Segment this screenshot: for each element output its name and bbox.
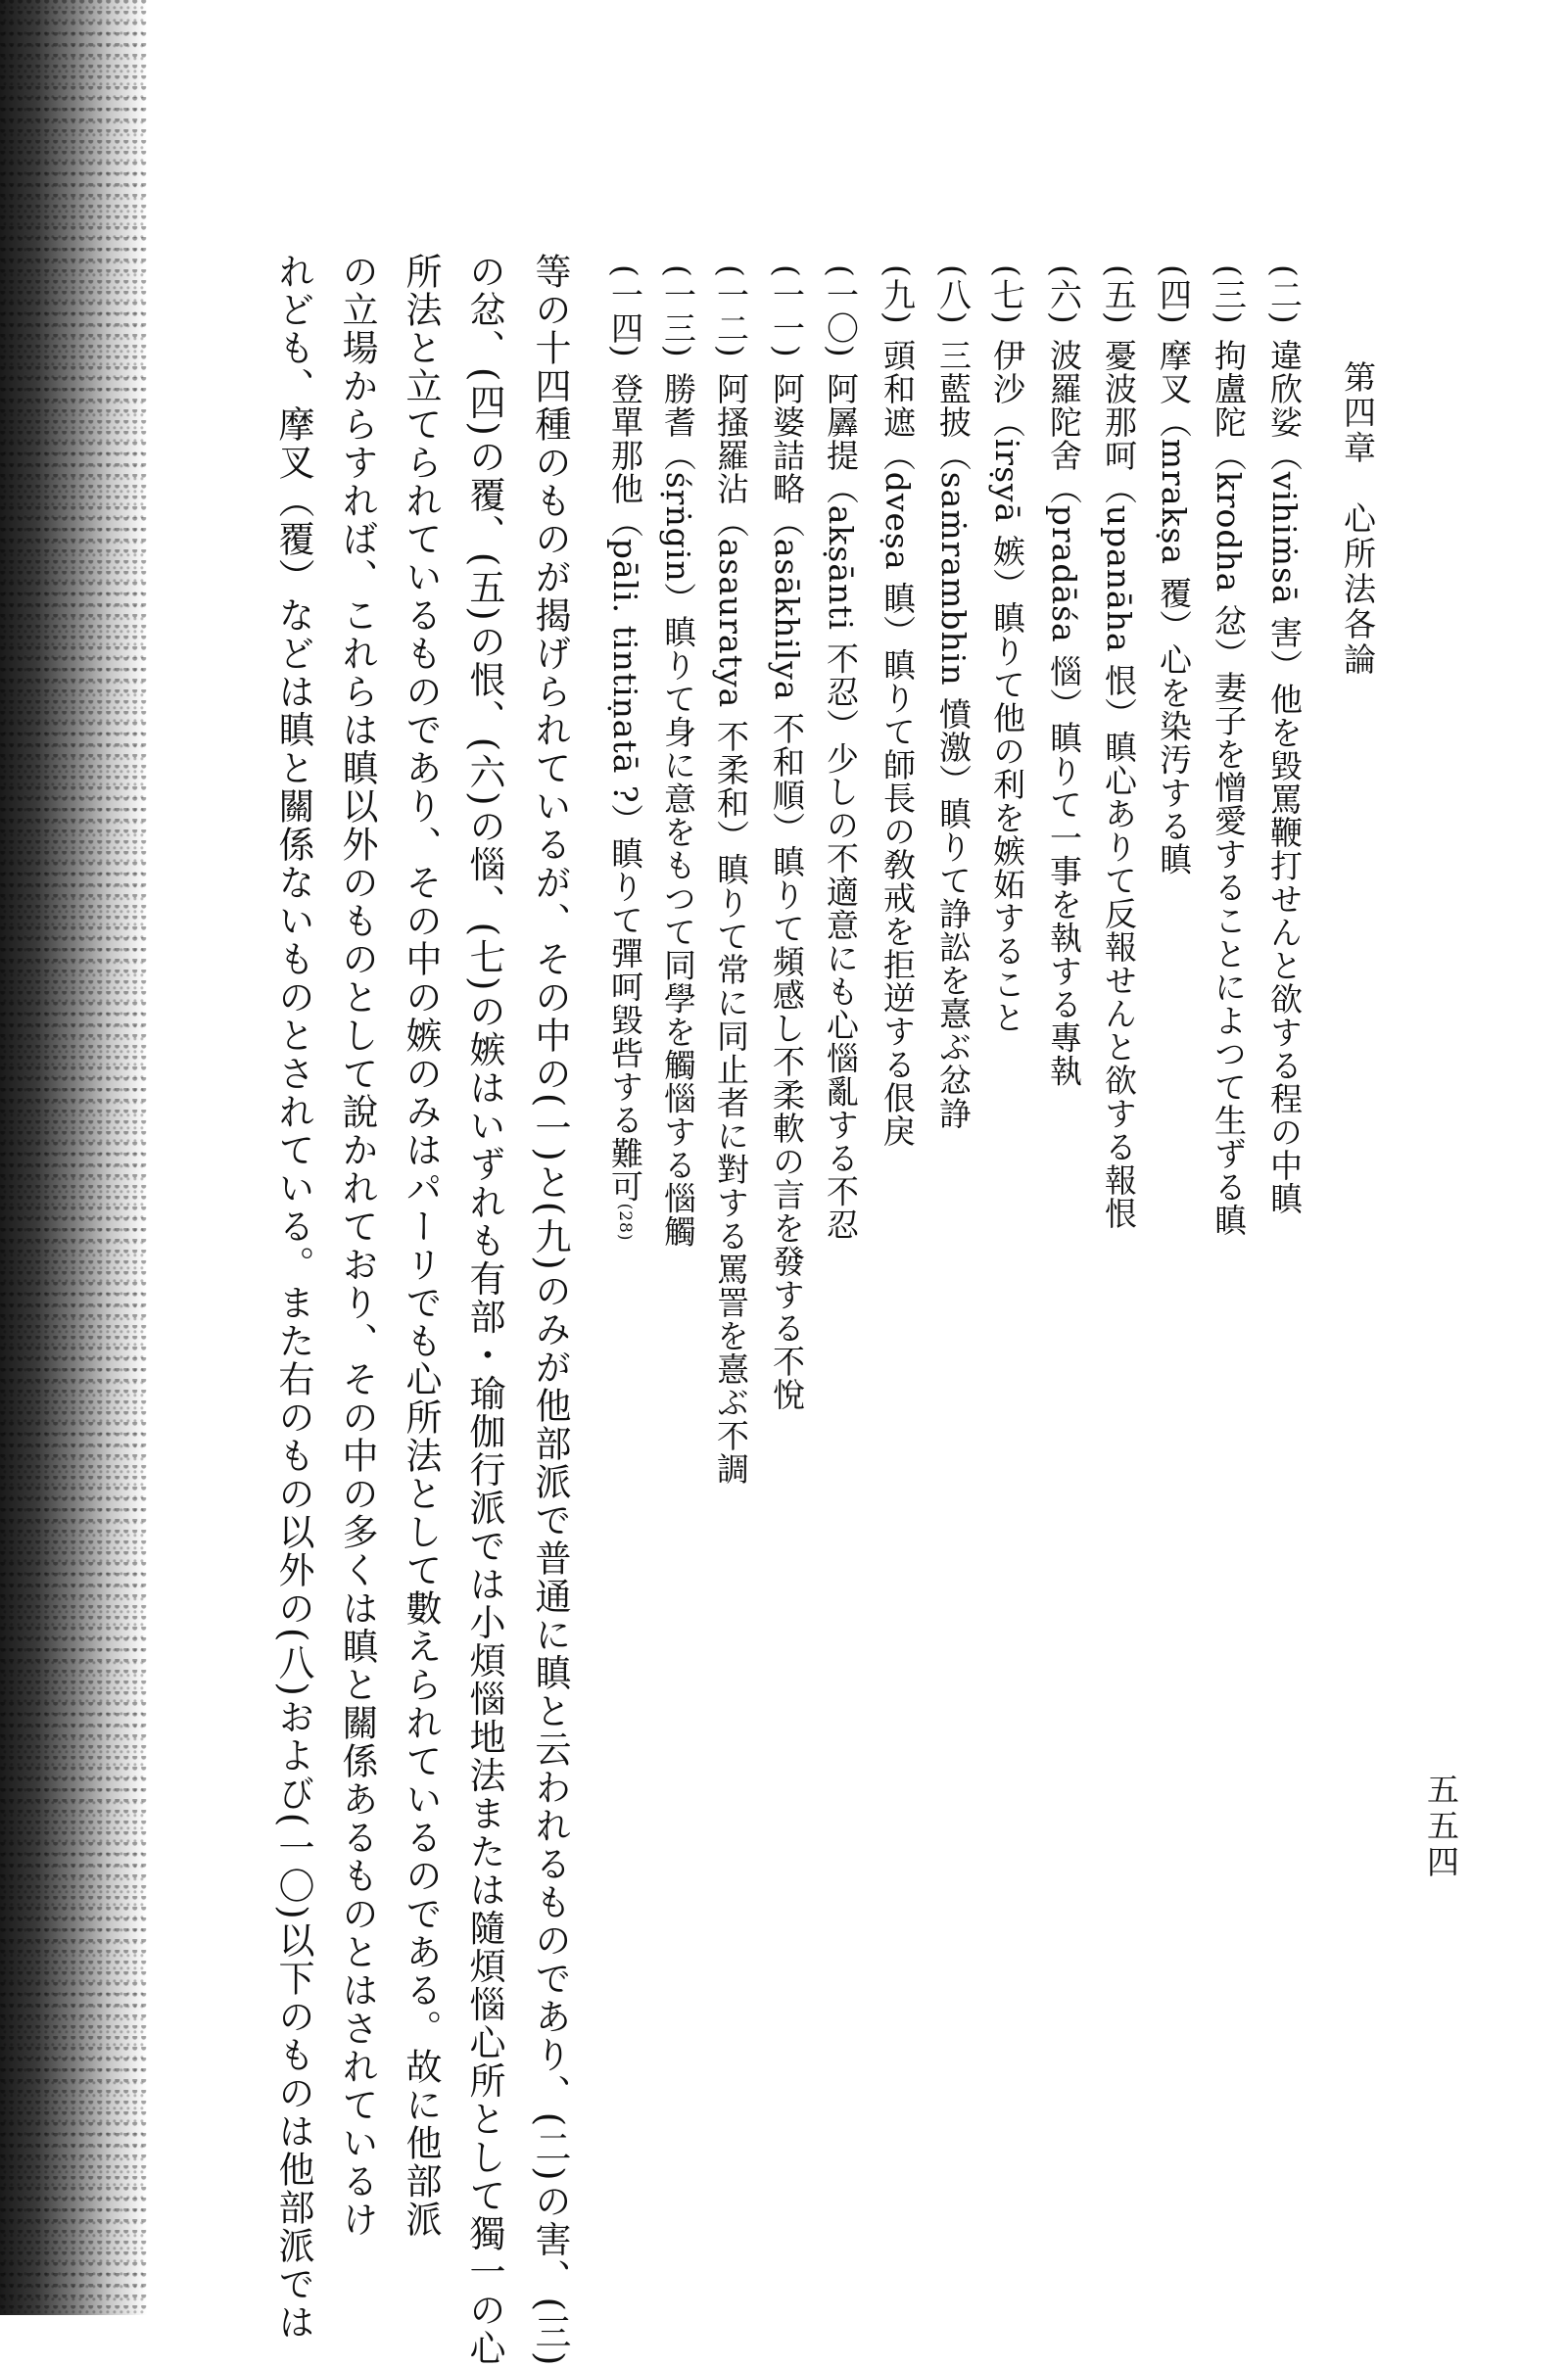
list-item-number: (三) — [1210, 264, 1248, 325]
list-item — [606, 264, 644, 1242]
body-line: 所法と立てられているものであり、その中の嫉のみはパーリでも心所法として數えられているのである。故に他部派 — [400, 253, 442, 2239]
list-item — [768, 264, 806, 1412]
list-item — [1155, 264, 1193, 876]
list-item — [712, 264, 750, 1486]
list-item — [1265, 264, 1304, 1216]
list-item-text: 三藍披（saṁrambhin 憤激）瞋りて諍訟を憙ぶ忿諍 — [934, 338, 973, 1131]
list-item-number: (一三) — [659, 264, 697, 358]
running-title: 第四章 心所法各論 — [1339, 360, 1377, 678]
footnote-marker: (28) — [615, 1203, 635, 1242]
list-item-number: (六) — [1045, 264, 1083, 325]
list-item — [659, 264, 697, 1249]
list-item — [988, 264, 1026, 1034]
list-item-text: 波羅陀舍（pradāśa 惱）瞋りて一事を執する專執 — [1045, 338, 1083, 1088]
list-item-text: 頭和遮（dveṣa 瞋）瞋りて師長の敎戒を拒逆する佷戾 — [879, 338, 917, 1149]
list-item-number: (五) — [1100, 264, 1138, 325]
body-line: 等の十四種のものが揭げられているが、その中の(一)と(九)のみが他部派で普通に瞋と云われるものであり、(二)の害、(三) — [529, 253, 571, 2367]
list-item-number: (九) — [879, 264, 917, 325]
list-item-text: 伊沙（irṣyā 嫉）瞋りて他の利を嫉妬すること — [988, 338, 1026, 1034]
list-item-number: (七) — [988, 264, 1026, 325]
list-item-number: (二) — [1265, 264, 1304, 325]
list-item-number: (一四) — [606, 264, 644, 358]
list-item-text: 阿婆詰略（asākhilya 不和順）瞋りて頻感し不柔軟の言を發する不悅 — [768, 371, 806, 1412]
list-item-text: 拘盧陀（krodha 忿）妻子を憎愛することによつて生ずる瞋 — [1210, 338, 1248, 1237]
list-item-number: (一一) — [768, 264, 806, 358]
body-line: れども、摩叉（覆）などは瞋と關係ないものとされている。また右のもの以外の(八)および(一〇)以下のものは他部派では — [272, 253, 314, 2342]
list-item — [879, 264, 917, 1149]
list-item-text: 違欣娑（vihiṁsā 害）他を毀罵鞭打せんと欲する程の中瞋 — [1265, 338, 1304, 1216]
list-item — [822, 264, 860, 1242]
list-item-text: 憂波那呵（upanāha 恨）瞋心ありて反報せんと欲する報恨 — [1100, 338, 1138, 1231]
list-item-number: (一〇) — [822, 264, 860, 358]
list-item-text: 摩叉（mrakṣa 覆）心を染汚する瞋 — [1155, 338, 1193, 876]
list-item-text: 阿搔羅沾（asauratya 不柔和）瞋りて常に同止者に對する罵詈を憙ぶ不調 — [712, 371, 750, 1486]
list-item — [1210, 264, 1248, 1237]
body-line: の立場からすれば、これらは瞋以外のものとして說かれており、その中の多くは瞋と關係あるものとはされているけ — [336, 253, 378, 2239]
list-item — [1100, 264, 1138, 1231]
page-number: 五五四 — [1422, 1773, 1460, 1881]
list-item — [1045, 264, 1083, 1088]
scan-shadow-edge — [0, 0, 147, 2315]
body-line: の忿、(四)の覆、(五)の恨、(六)の惱、(七)の嫉はいずれも有部・瑜伽行派では小煩惱地法または隨煩惱心所として獨一の心 — [463, 253, 505, 2367]
list-item-text: 登單那他（pāli. tintiṇatā ?）瞋りて彈呵毀呰する難可 — [606, 371, 644, 1204]
list-item — [934, 264, 973, 1131]
list-item-text: 阿羼提（akṣānti 不忍）少しの不適意にも心惱亂する不忍 — [822, 371, 860, 1242]
list-item-text: 勝耆（śṛṅgin）瞋りて身に意をもつて同學を觸惱する惱觸 — [659, 371, 697, 1249]
list-item-number: (八) — [934, 264, 973, 325]
list-item-number: (一二) — [712, 264, 750, 358]
list-item-number: (四) — [1155, 264, 1193, 325]
